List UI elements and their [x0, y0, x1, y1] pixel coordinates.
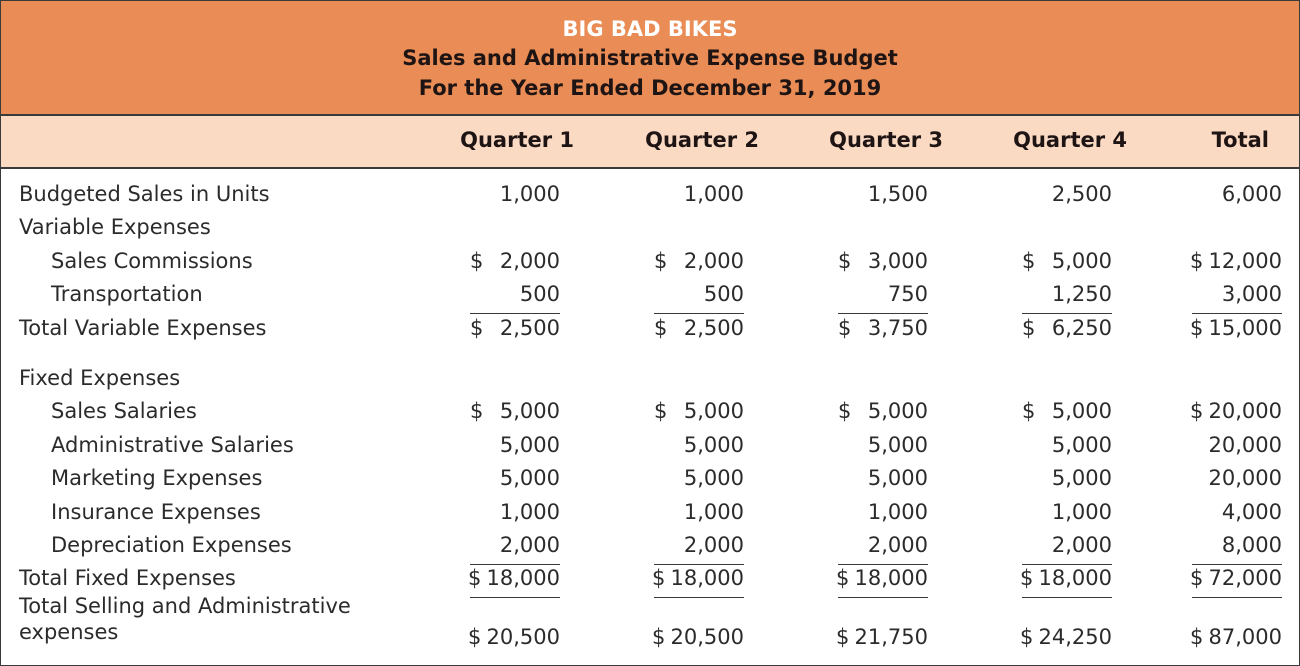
value: 12,000 — [1208, 249, 1282, 273]
value: 1,000 — [499, 500, 560, 524]
value: 18,000 — [854, 566, 928, 590]
value-cell — [1022, 433, 1112, 459]
value-cell — [470, 566, 560, 592]
value-cell — [1022, 466, 1112, 492]
value: 1,500 — [867, 182, 928, 206]
dollar-sign: $ — [838, 316, 852, 340]
value: 2,000 — [499, 533, 560, 557]
row-label: Total Variable Expenses — [19, 316, 267, 340]
value-cell — [838, 316, 928, 342]
value: 20,000 — [1208, 433, 1282, 457]
value-cell — [838, 249, 928, 275]
dollar-sign: $ — [652, 566, 666, 590]
value-cell — [838, 399, 928, 425]
row-label-line: expenses — [19, 620, 119, 644]
value: 750 — [887, 282, 928, 306]
value-cell — [654, 182, 744, 208]
value: 3,000 — [867, 249, 928, 273]
value: 72,000 — [1208, 566, 1282, 590]
value-cell — [1022, 399, 1112, 425]
dollar-sign: $ — [1190, 566, 1204, 590]
value-cell — [1022, 182, 1112, 208]
dollar-sign: $ — [652, 625, 666, 649]
dollar-sign: $ — [836, 625, 850, 649]
value: 21,750 — [854, 625, 928, 649]
value-cell — [1192, 533, 1282, 559]
value: 500 — [519, 282, 560, 306]
value: 500 — [703, 282, 744, 306]
value-cell — [1192, 433, 1282, 459]
value-cell — [654, 282, 744, 308]
col-header-q2: Quarter 2 — [645, 128, 759, 152]
value: 20,500 — [670, 625, 744, 649]
dollar-sign: $ — [1020, 625, 1034, 649]
value: 24,250 — [1038, 625, 1112, 649]
row-label: Variable Expenses — [19, 215, 211, 239]
table-row — [1, 278, 1299, 310]
value: 18,000 — [486, 566, 560, 590]
company-name: BIG BAD BIKES — [562, 17, 738, 41]
dollar-sign: $ — [654, 399, 668, 423]
value-cell — [1192, 500, 1282, 526]
value: 8,000 — [1221, 533, 1282, 557]
value: 1,000 — [499, 182, 560, 206]
value-cell — [470, 500, 560, 526]
value-cell — [654, 625, 744, 651]
value-cell — [470, 182, 560, 208]
dollar-sign: $ — [838, 249, 852, 273]
value-cell — [470, 282, 560, 308]
table-row — [1, 312, 1299, 344]
value-cell — [470, 533, 560, 559]
row-label: Insurance Expenses — [51, 500, 261, 524]
row-label: Budgeted Sales in Units — [19, 182, 270, 206]
dollar-sign: $ — [1022, 399, 1036, 423]
dollar-sign: $ — [838, 399, 852, 423]
value-cell — [1022, 249, 1112, 275]
value: 2,000 — [683, 533, 744, 557]
value: 1,250 — [1051, 282, 1112, 306]
value-cell — [1022, 500, 1112, 526]
value-cell — [654, 249, 744, 275]
value-cell — [654, 566, 744, 592]
value-cell — [654, 466, 744, 492]
value-cell — [654, 500, 744, 526]
value: 4,000 — [1221, 500, 1282, 524]
value: 5,000 — [683, 399, 744, 423]
value-cell — [470, 625, 560, 651]
value: 5,000 — [499, 466, 560, 490]
row-label: Fixed Expenses — [19, 366, 181, 390]
value: 2,500 — [499, 316, 560, 340]
dollar-sign: $ — [1022, 249, 1036, 273]
dollar-sign: $ — [1190, 316, 1204, 340]
value: 20,000 — [1208, 466, 1282, 490]
value: 2,500 — [1051, 182, 1112, 206]
value-cell — [654, 316, 744, 342]
value: 1,000 — [683, 500, 744, 524]
value: 20,500 — [486, 625, 560, 649]
col-header-q3: Quarter 3 — [829, 128, 943, 152]
value-cell — [470, 399, 560, 425]
value-cell — [1192, 399, 1282, 425]
value-cell — [1192, 182, 1282, 208]
dollar-sign: $ — [1020, 566, 1034, 590]
value: 3,750 — [867, 316, 928, 340]
value-cell — [1192, 316, 1282, 342]
value-cell — [838, 182, 928, 208]
row-label: Total Fixed Expenses — [19, 566, 236, 590]
value-cell — [838, 625, 928, 651]
value-cell — [838, 433, 928, 459]
dollar-sign: $ — [1190, 249, 1204, 273]
value-cell — [1022, 533, 1112, 559]
value: 2,000 — [499, 249, 560, 273]
value: 5,000 — [1051, 399, 1112, 423]
value: 5,000 — [867, 399, 928, 423]
report-period: For the Year Ended December 31, 2019 — [418, 76, 882, 100]
dollar-sign: $ — [1022, 316, 1036, 340]
dollar-sign: $ — [836, 566, 850, 590]
col-header-total: Total — [1211, 128, 1269, 152]
value: 1,000 — [683, 182, 744, 206]
value: 1,000 — [867, 500, 928, 524]
value-cell — [838, 566, 928, 592]
table-row — [1, 594, 1299, 649]
value: 3,000 — [1221, 282, 1282, 306]
dollar-sign: $ — [1190, 399, 1204, 423]
value: 6,000 — [1221, 182, 1282, 206]
table-row — [1, 562, 1299, 594]
value-cell — [838, 282, 928, 308]
value: 20,000 — [1208, 399, 1282, 423]
value: 5,000 — [1051, 433, 1112, 457]
row-label: Sales Commissions — [51, 249, 253, 273]
value-cell — [838, 466, 928, 492]
table-row — [1, 529, 1299, 561]
value-cell — [1022, 282, 1112, 308]
row-label: Marketing Expenses — [51, 466, 263, 490]
value: 5,000 — [683, 433, 744, 457]
table-row — [1, 462, 1299, 494]
value-cell — [1022, 625, 1112, 651]
table-row — [1, 395, 1299, 427]
value: 2,000 — [1051, 533, 1112, 557]
value: 87,000 — [1208, 625, 1282, 649]
row-label: Administrative Salaries — [51, 433, 294, 457]
value-cell — [1022, 566, 1112, 592]
value-cell — [470, 316, 560, 342]
value: 5,000 — [499, 433, 560, 457]
value-cell — [1192, 566, 1282, 592]
dollar-sign: $ — [1190, 625, 1204, 649]
table-row — [1, 245, 1299, 277]
title-band — [1, 1, 1299, 116]
value: 15,000 — [1208, 316, 1282, 340]
value: 5,000 — [499, 399, 560, 423]
row-label: Depreciation Expenses — [51, 533, 292, 557]
column-header-row — [1, 116, 1299, 169]
value: 6,250 — [1051, 316, 1112, 340]
dollar-sign: $ — [468, 625, 482, 649]
report-title: Sales and Administrative Expense Budget — [402, 46, 898, 70]
row-label: Transportation — [51, 282, 203, 306]
row-label: Sales Salaries — [51, 399, 197, 423]
value: 2,500 — [683, 316, 744, 340]
value-cell — [838, 500, 928, 526]
value: 2,000 — [683, 249, 744, 273]
dollar-sign: $ — [654, 316, 668, 340]
value-cell — [470, 433, 560, 459]
value-cell — [654, 533, 744, 559]
value: 2,000 — [867, 533, 928, 557]
table-row — [1, 362, 1299, 394]
table-row — [1, 429, 1299, 461]
value: 1,000 — [1051, 500, 1112, 524]
value: 18,000 — [1038, 566, 1112, 590]
value-cell — [1192, 282, 1282, 308]
value-cell — [654, 433, 744, 459]
row-label — [19, 593, 351, 645]
value-cell — [470, 249, 560, 275]
value-cell — [1192, 625, 1282, 651]
dollar-sign: $ — [470, 249, 484, 273]
value: 5,000 — [1051, 249, 1112, 273]
dollar-sign: $ — [470, 316, 484, 340]
value-cell — [1022, 316, 1112, 342]
value-cell — [470, 466, 560, 492]
row-label-line: Total Selling and Administrative — [19, 594, 351, 618]
value-cell — [1192, 466, 1282, 492]
value: 5,000 — [683, 466, 744, 490]
dollar-sign: $ — [470, 399, 484, 423]
value-cell — [654, 399, 744, 425]
value: 5,000 — [1051, 466, 1112, 490]
value-cell — [838, 533, 928, 559]
value-cell — [1192, 249, 1282, 275]
value: 18,000 — [670, 566, 744, 590]
table-row — [1, 496, 1299, 528]
col-header-q1: Quarter 1 — [460, 128, 574, 152]
dollar-sign: $ — [654, 249, 668, 273]
dollar-sign: $ — [468, 566, 482, 590]
value: 5,000 — [867, 466, 928, 490]
table-row — [1, 211, 1299, 243]
table-row — [1, 178, 1299, 210]
col-header-q4: Quarter 4 — [1013, 128, 1127, 152]
value: 5,000 — [867, 433, 928, 457]
